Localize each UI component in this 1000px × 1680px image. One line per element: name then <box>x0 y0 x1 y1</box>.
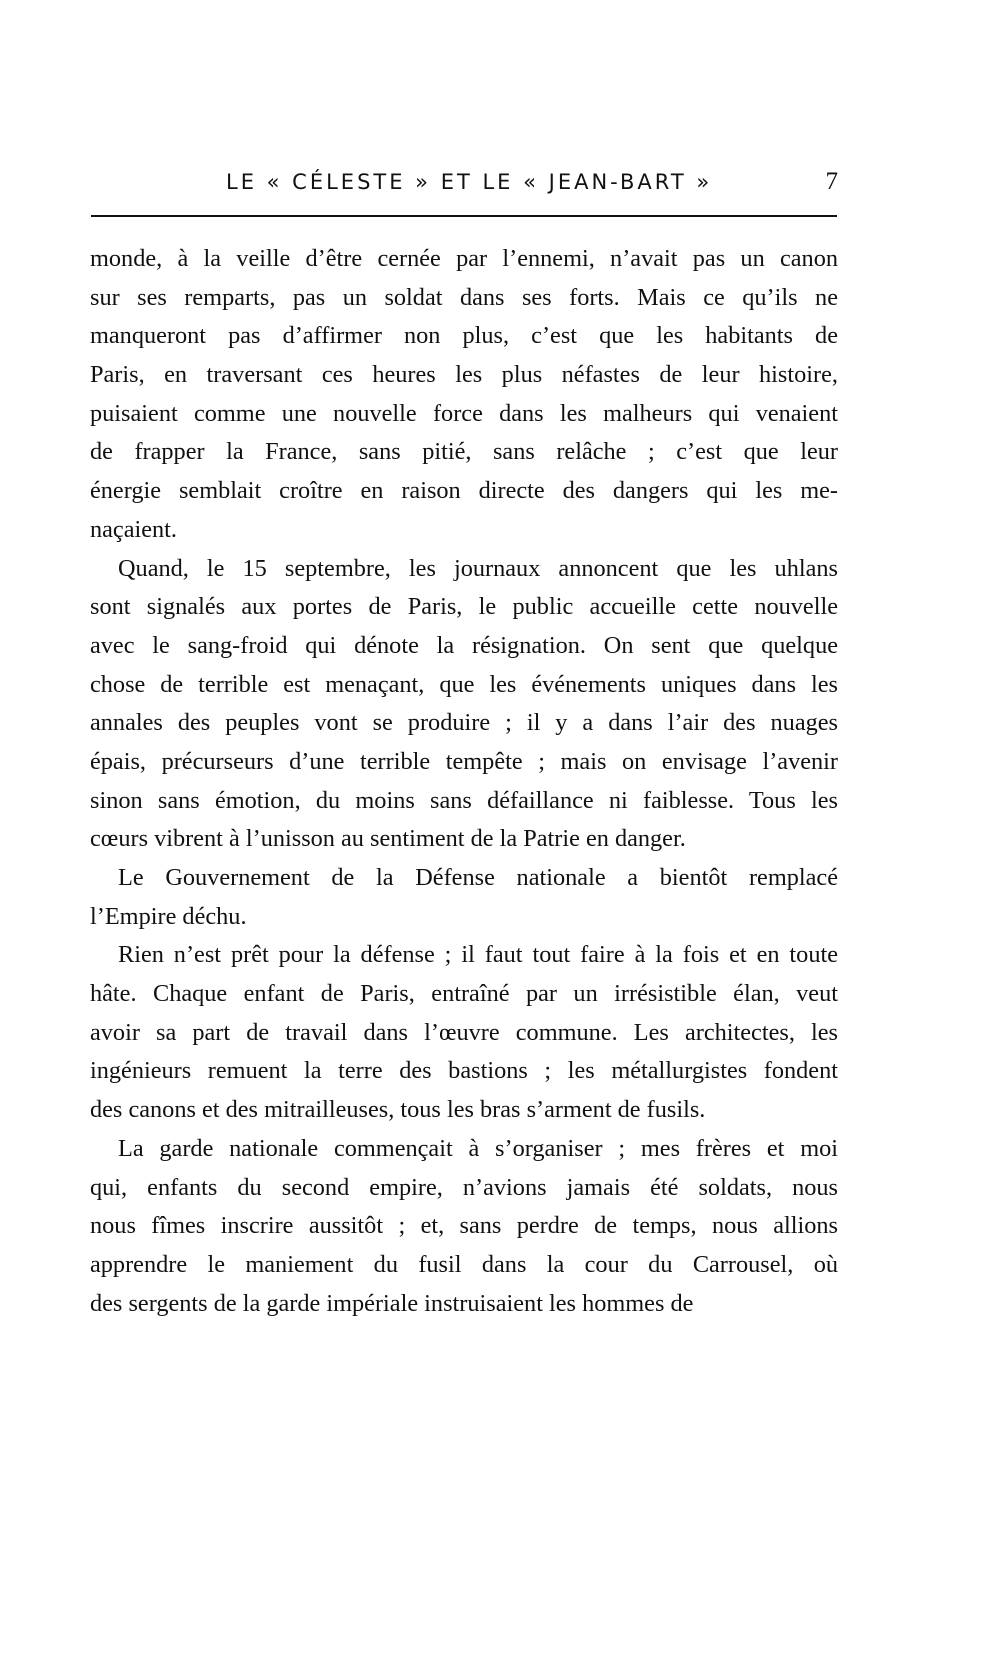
text-line: sur ses remparts, pas un soldat dans ses forts. Mais ce qu’ils ne <box>90 283 838 311</box>
text-line: épais, précurseurs d’une terrible tempête ; mais on envisage l’avenir <box>90 747 838 775</box>
paragraph <box>90 240 838 550</box>
text-line: manqueront pas d’affirmer non plus, c’est que les habitants de <box>90 322 838 350</box>
paragraph <box>90 936 838 1129</box>
text-line: hâte. Chaque enfant de Paris, entraîné par un irrésistible élan, veut <box>90 980 838 1008</box>
text-line: avoir sa part de travail dans l’œuvre commune. Les architectes, les <box>90 1018 838 1046</box>
text-line: des sergents de la garde impériale instruisaient les hommes de <box>90 1289 694 1317</box>
text-line: Quand, le 15 septembre, les journaux annoncent que les uhlans <box>118 554 838 582</box>
text-line: La garde nationale commençait à s’organiser ; mes frères et moi <box>118 1134 838 1162</box>
text-line: Le Gouvernement de la Défense nationale a bientôt remplacé <box>118 864 838 891</box>
text-line: ingénieurs remuent la terre des bastions ; les métallurgistes fondent <box>90 1057 838 1085</box>
text-line: de frapper la France, sans pitié, sans relâche ; c’est que leur <box>90 438 838 466</box>
text-line: sinon sans émotion, du moins sans défaillance ni faiblesse. Tous les <box>90 786 838 814</box>
paragraph <box>90 1130 838 1323</box>
text-line: chose de terrible est menaçant, que les événements uniques dans les <box>90 670 838 698</box>
paragraph <box>90 550 838 860</box>
text-line: l’Empire déchu. <box>90 902 247 930</box>
text-line: avec le sang-froid qui dénote la résignation. On sent que quelque <box>90 631 838 659</box>
text-line: annales des peuples vont se produire ; il y a dans l’air des nuages <box>90 709 838 737</box>
text-line: cœurs vibrent à l’unisson au sentiment de la Patrie en danger. <box>90 825 686 853</box>
text-line: des canons et des mitrailleuses, tous les bras s’arment de fusils. <box>90 1096 706 1124</box>
text-line: naçaient. <box>90 515 178 543</box>
text-line: énergie semblait croître en raison directe des dangers qui les me- <box>90 477 838 505</box>
text-line: sont signalés aux portes de Paris, le public accueille cette nouvelle <box>90 593 838 621</box>
text-line: puisaient comme une nouvelle force dans les malheurs qui venaient <box>90 399 838 427</box>
text-line: monde, à la veille d’être cernée par l’ennemi, n’avait pas un canon <box>90 245 838 272</box>
text-line: Rien n’est prêt pour la défense ; il faut tout faire à la fois et en toute <box>118 941 838 969</box>
running-title: LE « CÉLESTE » ET LE « JEAN-BART » <box>226 170 713 194</box>
text-line: nous fîmes inscrire aussitôt ; et, sans perdre de temps, nous allions <box>90 1212 838 1240</box>
text-line: Paris, en traversant ces heures les plus néfastes de leur histoire, <box>90 361 838 389</box>
running-head <box>88 170 838 202</box>
text-line: qui, enfants du second empire, n’avions jamais été soldats, nous <box>90 1173 838 1201</box>
text-line: apprendre le maniement du fusil dans la cour du Carrousel, où <box>90 1250 838 1278</box>
header-rule <box>91 215 837 217</box>
page-number: 7 <box>825 168 838 195</box>
paragraph <box>90 859 838 936</box>
body-text <box>90 240 838 1323</box>
